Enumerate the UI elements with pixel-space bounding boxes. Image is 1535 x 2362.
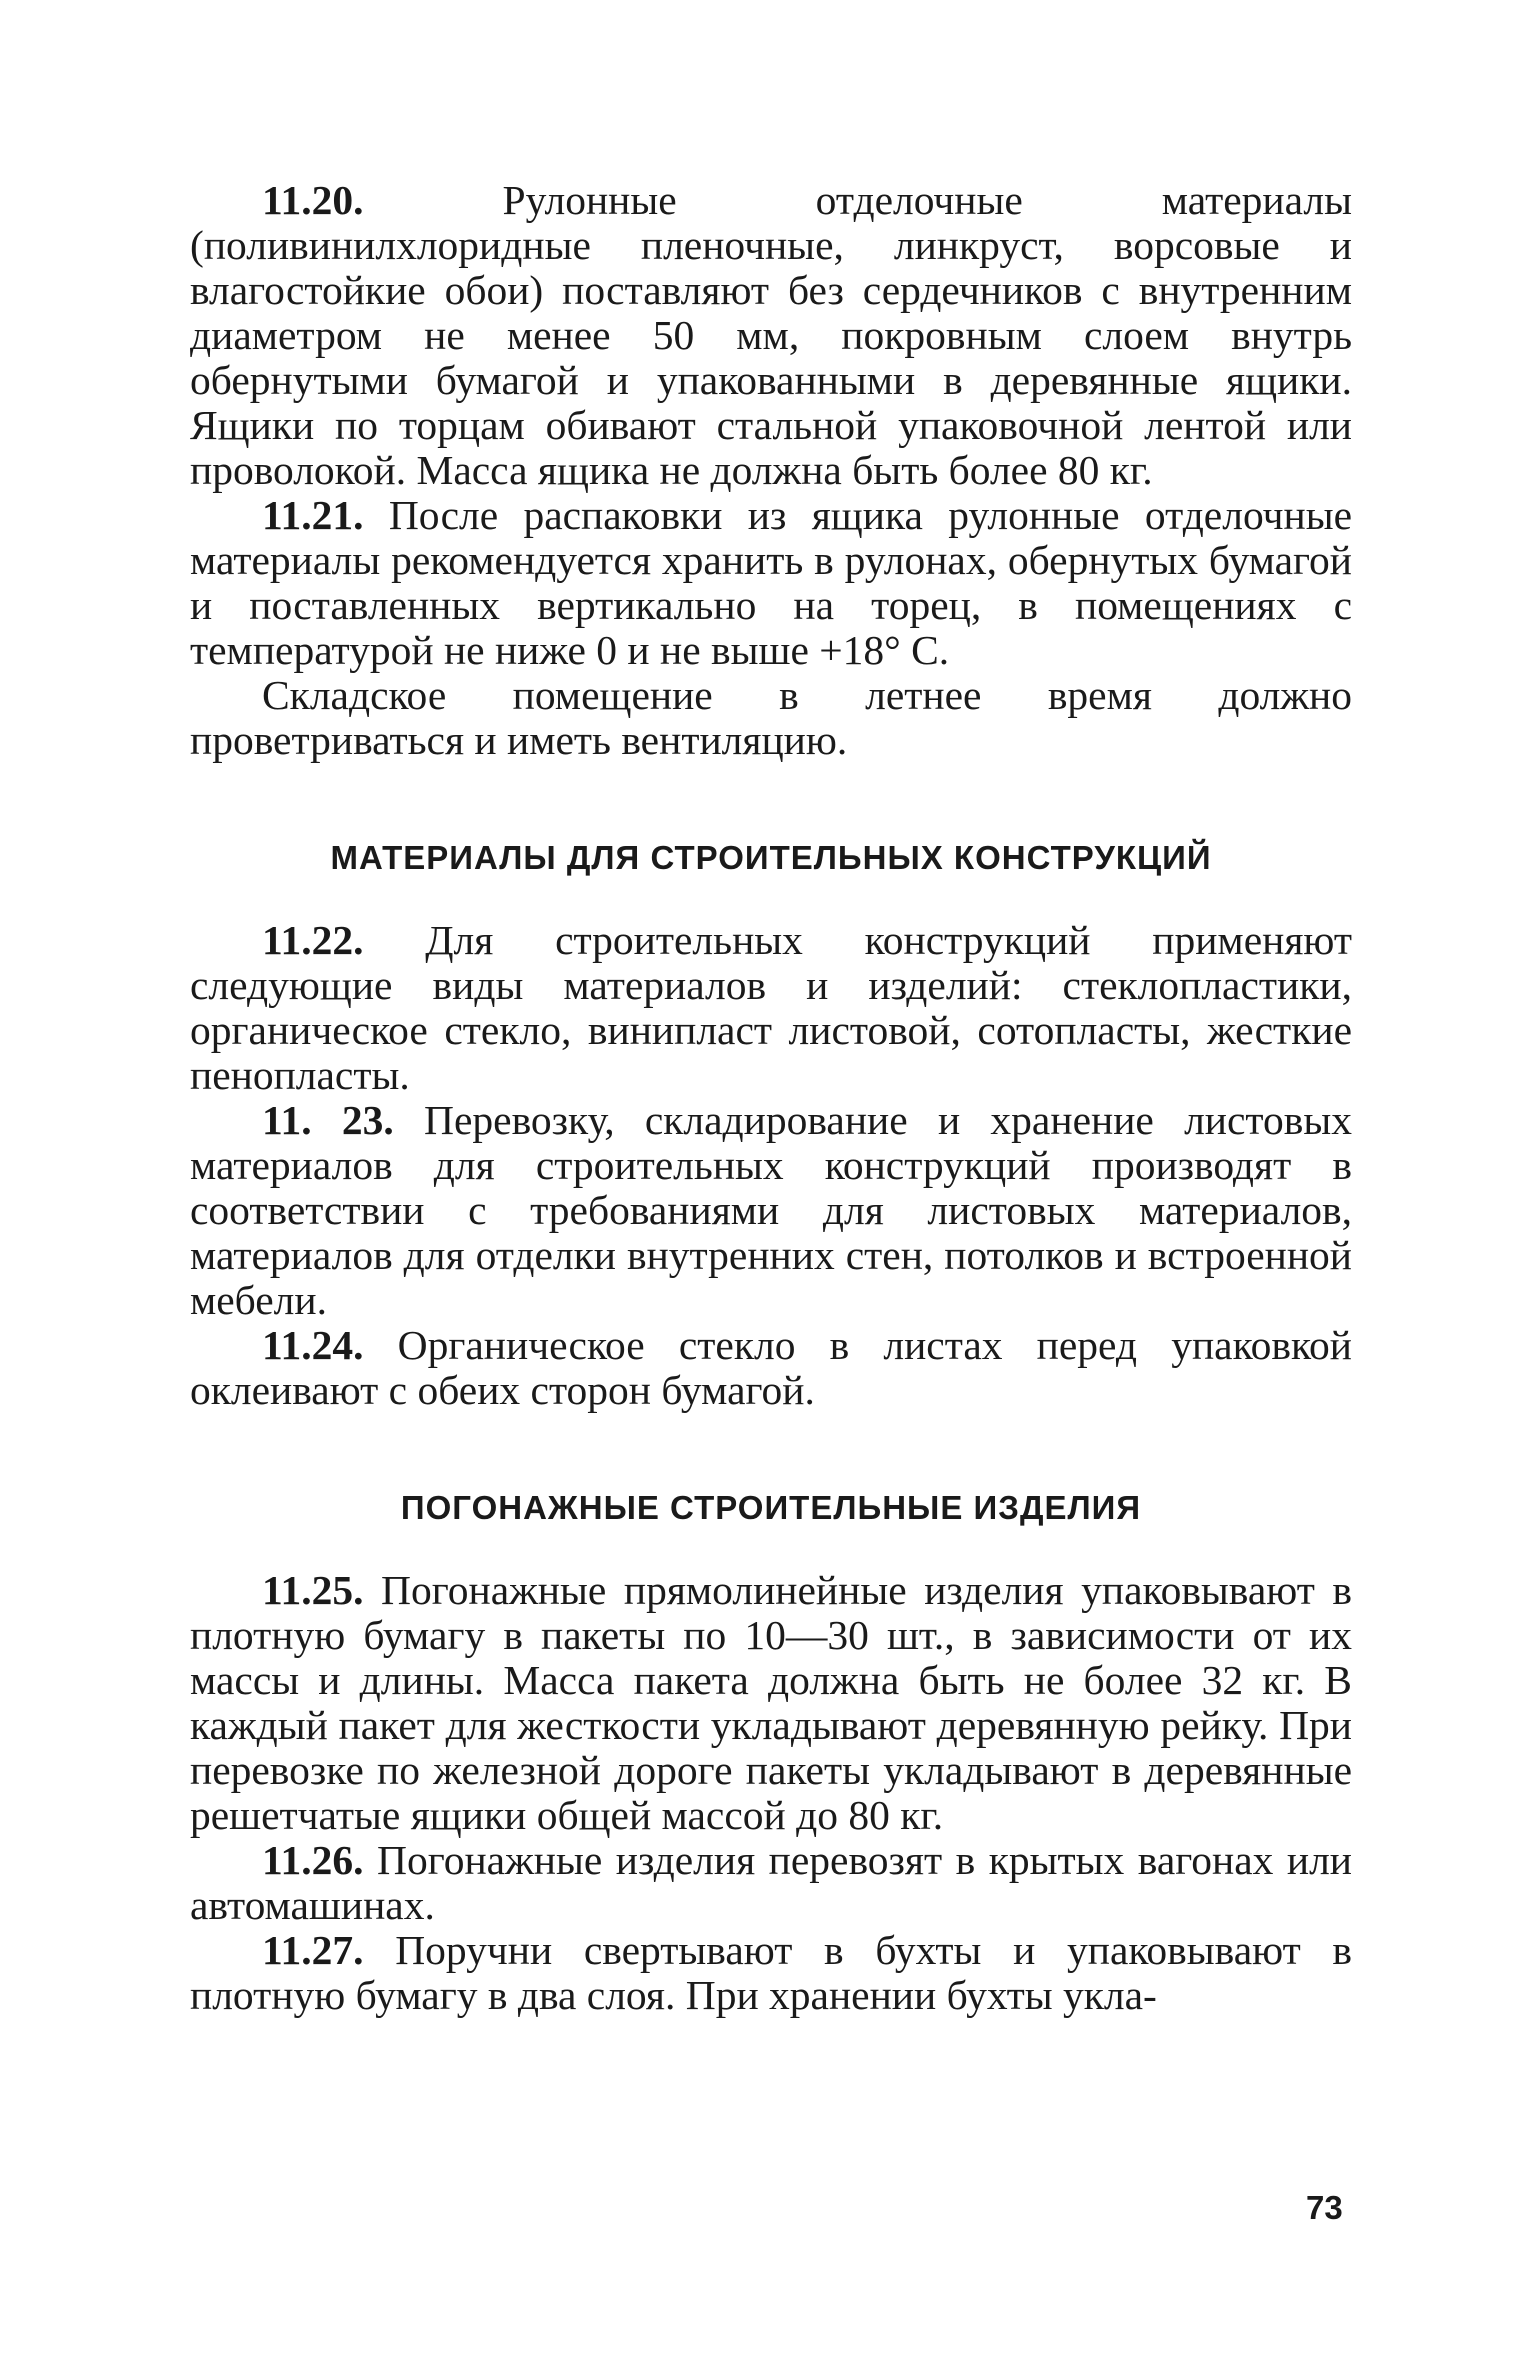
paragraph-11-26 xyxy=(190,1838,1352,1928)
paragraph-text: Для строительных конструкций применяют следующие виды материалов и изделий: стеклопластики, органическое стекло, винипласт листовой, сотопласты, жесткие пенопласты. xyxy=(190,917,1352,1098)
clause-number: 11.21. xyxy=(262,492,364,538)
paragraph-11-25 xyxy=(190,1568,1352,1838)
page-number: 73 xyxy=(1306,2189,1343,2226)
paragraph-text: Поручни свертывают в бухты и упаковывают в плотную бумагу в два слоя. При хранении бухты укла- xyxy=(190,1927,1353,2018)
paragraph-text: Рулонные отделочные материалы (поливинилхлоридные пленочные, линкруст, ворсовые и влагостойкие обои) поставляют без сердечников с внутренним диаметром не менее 50 мм, покровным слоем внутрь обернутыми бумагой и упакованными в деревянные ящики. Ящики по торцам обивают стальной упаковочной лентой или проволокой. Масса ящика не должна быть более 80 кг. xyxy=(190,177,1353,493)
clause-number: 11.22. xyxy=(262,917,364,963)
page-body xyxy=(190,178,1352,2018)
paragraph-text: После распаковки из ящика рулонные отделочные материалы рекомендуется хранить в рулонах, обернутых бумагой и поставленных вертикально на торец, в помещениях с температурой не ниже 0 и не выше +18° С. xyxy=(190,492,1352,673)
paragraph-11-27 xyxy=(190,1928,1352,2018)
clause-number: 11.24. xyxy=(262,1322,364,1368)
paragraph-text: Перевозку, складирование и хранение листовых материалов для строительных конструкций производят в соответствии с требованиями для листовых материалов, материалов для отделки внутренних стен, потолков и встроенной мебели. xyxy=(190,1097,1352,1323)
clause-number: 11.20. xyxy=(262,177,364,223)
paragraph-11-24 xyxy=(190,1323,1352,1413)
paragraph-11-21 xyxy=(190,493,1352,673)
section-heading-structural-materials: МАТЕРИАЛЫ ДЛЯ СТРОИТЕЛЬНЫХ КОНСТРУКЦИЙ xyxy=(330,839,1212,876)
paragraph-11-23 xyxy=(190,1098,1352,1323)
paragraph-text: Погонажные изделия перевозят в крытых вагонах или автомашинах. xyxy=(190,1837,1353,1928)
paragraph-text: Погонажные прямолинейные изделия упаковывают в плотную бумагу в пакеты по 10—30 шт., в зависимости от их массы и длины. Масса пакета должна быть не более 32 кг. В каждый пакет для жесткости укладывают деревянную рейку. При перевозке по железной дороге пакеты укладывают в деревянные решетчатые ящики общей массой до 80 кг. xyxy=(190,1567,1353,1838)
section-heading-molded-products: ПОГОНАЖНЫЕ СТРОИТЕЛЬНЫЕ ИЗДЕЛИЯ xyxy=(400,1489,1142,1526)
clause-number: 11. 23. xyxy=(262,1097,394,1143)
paragraph-warehouse xyxy=(190,673,1352,763)
clause-number: 11.27. xyxy=(262,1927,364,1973)
paragraph-11-20 xyxy=(190,178,1352,493)
paragraph-11-22 xyxy=(190,918,1352,1098)
paragraph-text: Складское помещение в летнее время должно проветриваться и иметь вентиляцию. xyxy=(190,672,1352,763)
paragraph-text: Органическое стекло в листах перед упаковкой оклеивают с обеих сторон бумагой. xyxy=(190,1322,1353,1413)
clause-number: 11.25. xyxy=(262,1567,364,1613)
clause-number: 11.26. xyxy=(262,1837,364,1883)
